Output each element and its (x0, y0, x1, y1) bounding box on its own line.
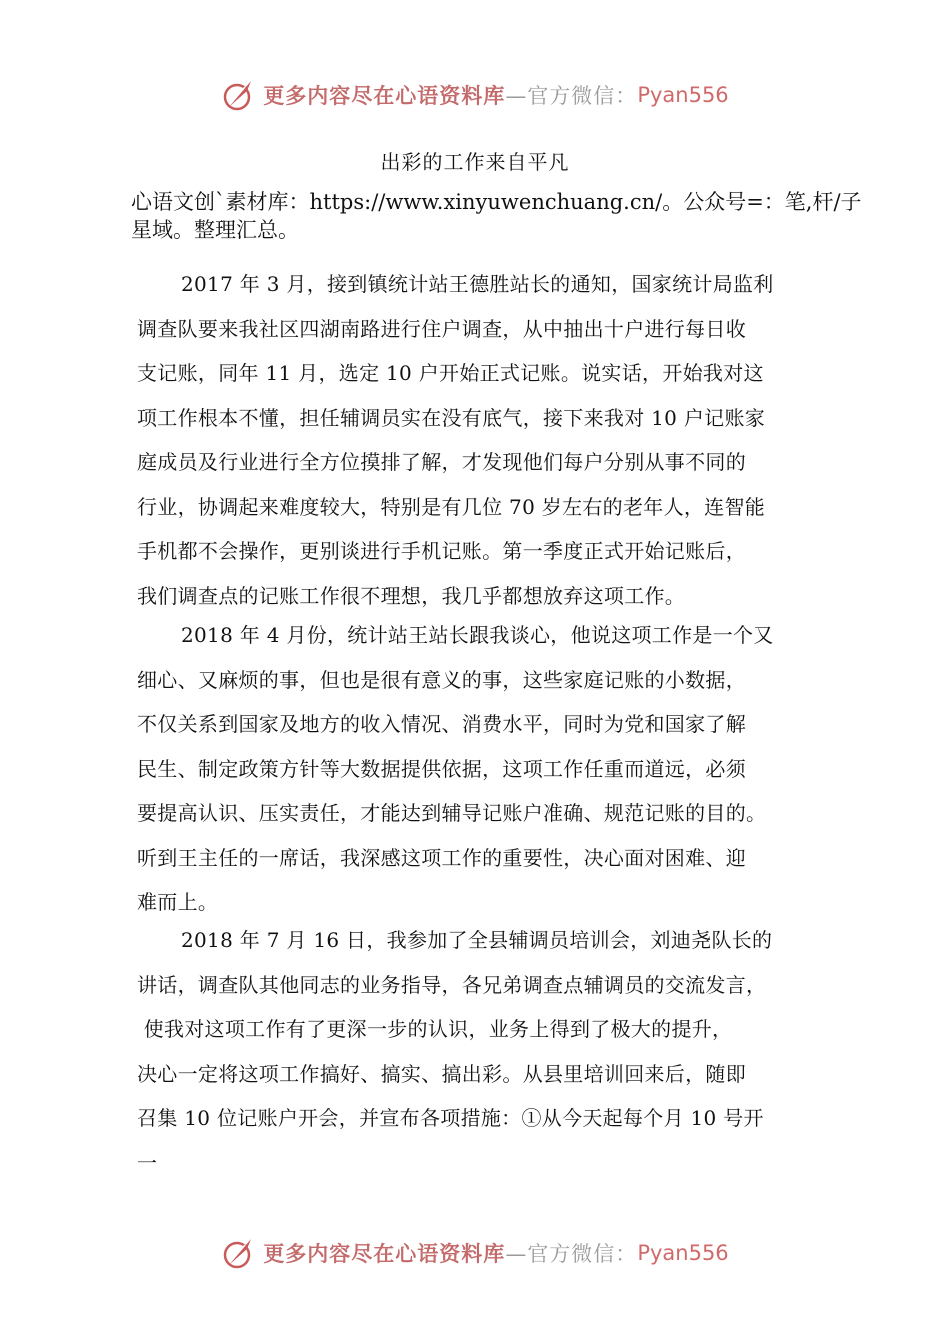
header-banner (0, 70, 950, 120)
paragraph-line: 2018 年 7 月 16 日，我参加了全县辅调员培训会，刘迪尧队长的 (181, 928, 773, 952)
document-title: 出彩的工作来自平凡 (380, 150, 570, 174)
paragraph-line: 召集 10 位记账户开会，并宣布各项措施：①从今天起每个月 10 号开 (137, 1106, 764, 1130)
paragraph-line: 2017 年 3 月，接到镇统计站王德胜站长的通知，国家统计局监利 (181, 272, 774, 296)
banner-text: 更多内容尽在心语资料库 (263, 84, 506, 108)
paragraph-line: 我们调查点的记账工作很不理想，我几乎都想放弃这项工作。 (137, 583, 686, 608)
banner-wechat-id: Pyan556 (637, 1241, 729, 1265)
source-note-line: 星域。整理汇总。 (131, 218, 299, 242)
paragraph-line: 调查队要来我社区四湖南路进行住户调查，从中抽出十户进行每日收 (137, 316, 746, 341)
banner-text: 更多内容尽在心语资料库 (263, 1242, 506, 1266)
banner-wechat-label: —官方微信： (505, 84, 638, 108)
paragraph-line: 细心、又麻烦的事，但也是很有意义的事，这些家庭记账的小数据， (137, 667, 746, 692)
banner-wechat-id: Pyan556 (637, 83, 729, 107)
paragraph-line: 项工作根本不懂，担任辅调员实在没有底气，接下来我对 10 户记账家 (137, 405, 766, 430)
source-note (131, 188, 871, 244)
paragraph-line: 支记账，同年 11 月，选定 10 户开始正式记账。说实话，开始我对这 (137, 361, 764, 385)
paragraph-line: 难而上。 (137, 890, 219, 914)
footer-banner (0, 1228, 950, 1278)
paragraph-1 (137, 262, 827, 618)
paragraph-line: 使我对这项工作有了更深一步的认识，业务上得到了极大的提升， (137, 1017, 733, 1041)
paragraph-3 (137, 918, 827, 1185)
quill-logo-icon (221, 1235, 257, 1271)
paragraph-line: 手机都不会操作，更别谈进行手机记账。第一季度正式开始记账后， (137, 539, 746, 563)
paragraph-2 (137, 613, 827, 925)
source-note-line: 心语文创`素材库：https://www.xinyuwenchuang.cn/。公众号=：笔,杆/子 (131, 190, 862, 214)
quill-logo-icon (221, 77, 257, 113)
paragraph-line: 民生、制定政策方针等大数据提供依据，这项工作任重而道远，必须 (137, 756, 746, 781)
paragraph-line: 不仅关系到国家及地方的收入情况、消费水平，同时为党和国家了解 (137, 712, 746, 736)
paragraph-line: 庭成员及行业进行全方位摸排了解，才发现他们每户分别从事不同的 (137, 450, 746, 474)
paragraph-line: 一 (137, 1150, 158, 1175)
paragraph-line: 要提高认识、压实责任，才能达到辅导记账户准确、规范记账的目的。 (137, 801, 767, 825)
banner-wechat-label: —官方微信： (505, 1242, 638, 1266)
paragraph-line: 听到王主任的一席话，我深感这项工作的重要性，决心面对困难、迎 (137, 845, 746, 870)
paragraph-line: 讲话，调查队其他同志的业务指导，各兄弟调查点辅调员的交流发言， (137, 972, 767, 997)
paragraph-line: 2018 年 4 月份，统计站王站长跟我谈心，他说这项工作是一个又 (181, 623, 774, 647)
paragraph-line: 行业，协调起来难度较大，特别是有几位 70 岁左右的老年人，连智能 (137, 494, 766, 519)
paragraph-line: 决心一定将这项工作搞好、搞实、搞出彩。从县里培训回来后，随即 (137, 1061, 746, 1086)
